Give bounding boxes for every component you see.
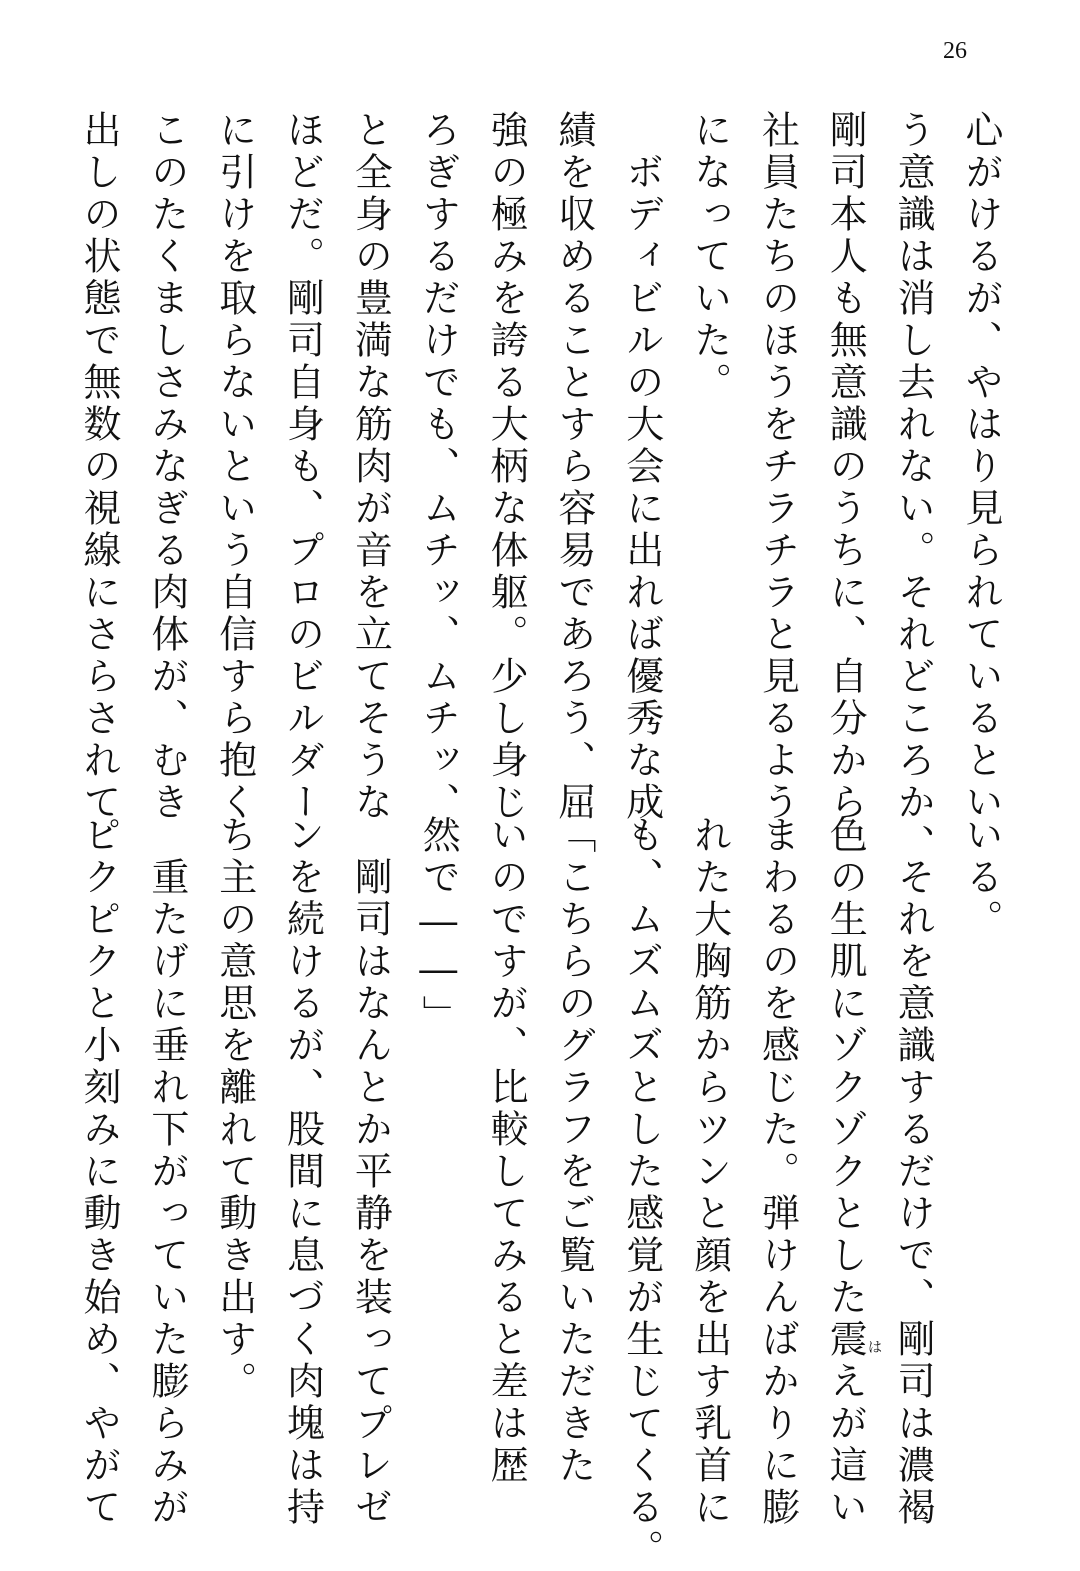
text-line: ろぎするだけでも、ムチッ、ムチッ、 [416,110,461,824]
text-line: 剛司はなんとか平静を装ってプレゼ [348,815,393,1529]
text-line: まわるのを感じた。弾けんばかりに膨 [755,815,800,1529]
text-line: に引けを取らないという自信すら抱く [212,110,257,824]
text-line: それを意識するだけで、剛司は濃褐 [891,815,936,1529]
text-line: 績を収めることすら容易であろう、屈 [551,110,596,824]
text-line: このたくましさみなぎる肉体が、むき [144,110,189,824]
text-line: 剛司本人も無意識のうちに、自分から [823,110,868,824]
text-line: 色の生肌にゾクゾクとした震えが這い [823,815,868,1529]
text-line: 心がけるが、やはり見られているとい [958,110,1003,824]
text-line: いる。 [958,815,1003,941]
text-line: になっていた。 [687,110,732,404]
text-line: 然で――」 [416,815,461,1037]
text-line: も、ムズムズとした感覚が生じてくる。 [619,815,664,1571]
text-line: 社員たちのほうをチラチラと見るよう [755,110,800,824]
text-line: 「こちらのグラフをご覧いただきた [551,815,596,1487]
text-line: ち主の意思を離れて動き出す。 [212,815,257,1403]
text-line: ピクピクと小刻みに動き始め、やがて [77,815,121,1529]
text-line: いのですが、比較してみると差は歴 [484,815,529,1487]
text-line: 強の極みを誇る大柄な体躯。少し身じ [484,110,529,824]
text-line: れた大胸筋からツンと顔を出す乳首に [687,815,732,1529]
top-text-block [70,110,1010,866]
text-line: ボディビルの大会に出れば優秀な成 [619,110,664,824]
text-line: ンを続けるが、股間に息づく肉塊は持 [280,815,325,1529]
page-number: 26 [943,38,967,64]
text-line: ほどだ。剛司自身も、プロのビルダー [280,110,325,824]
text-line: う意識は消し去れない。それどころか、 [891,110,936,866]
text-line: 重たげに垂れ下がっていた膨らみが [144,815,189,1529]
text-line: 出しの状態で無数の視線にさらされて [77,110,121,824]
bottom-text-block [70,815,1010,1571]
ruby-annotation: は [868,1340,882,1356]
text-line: と全身の豊満な筋肉が音を立てそうな [348,110,393,824]
